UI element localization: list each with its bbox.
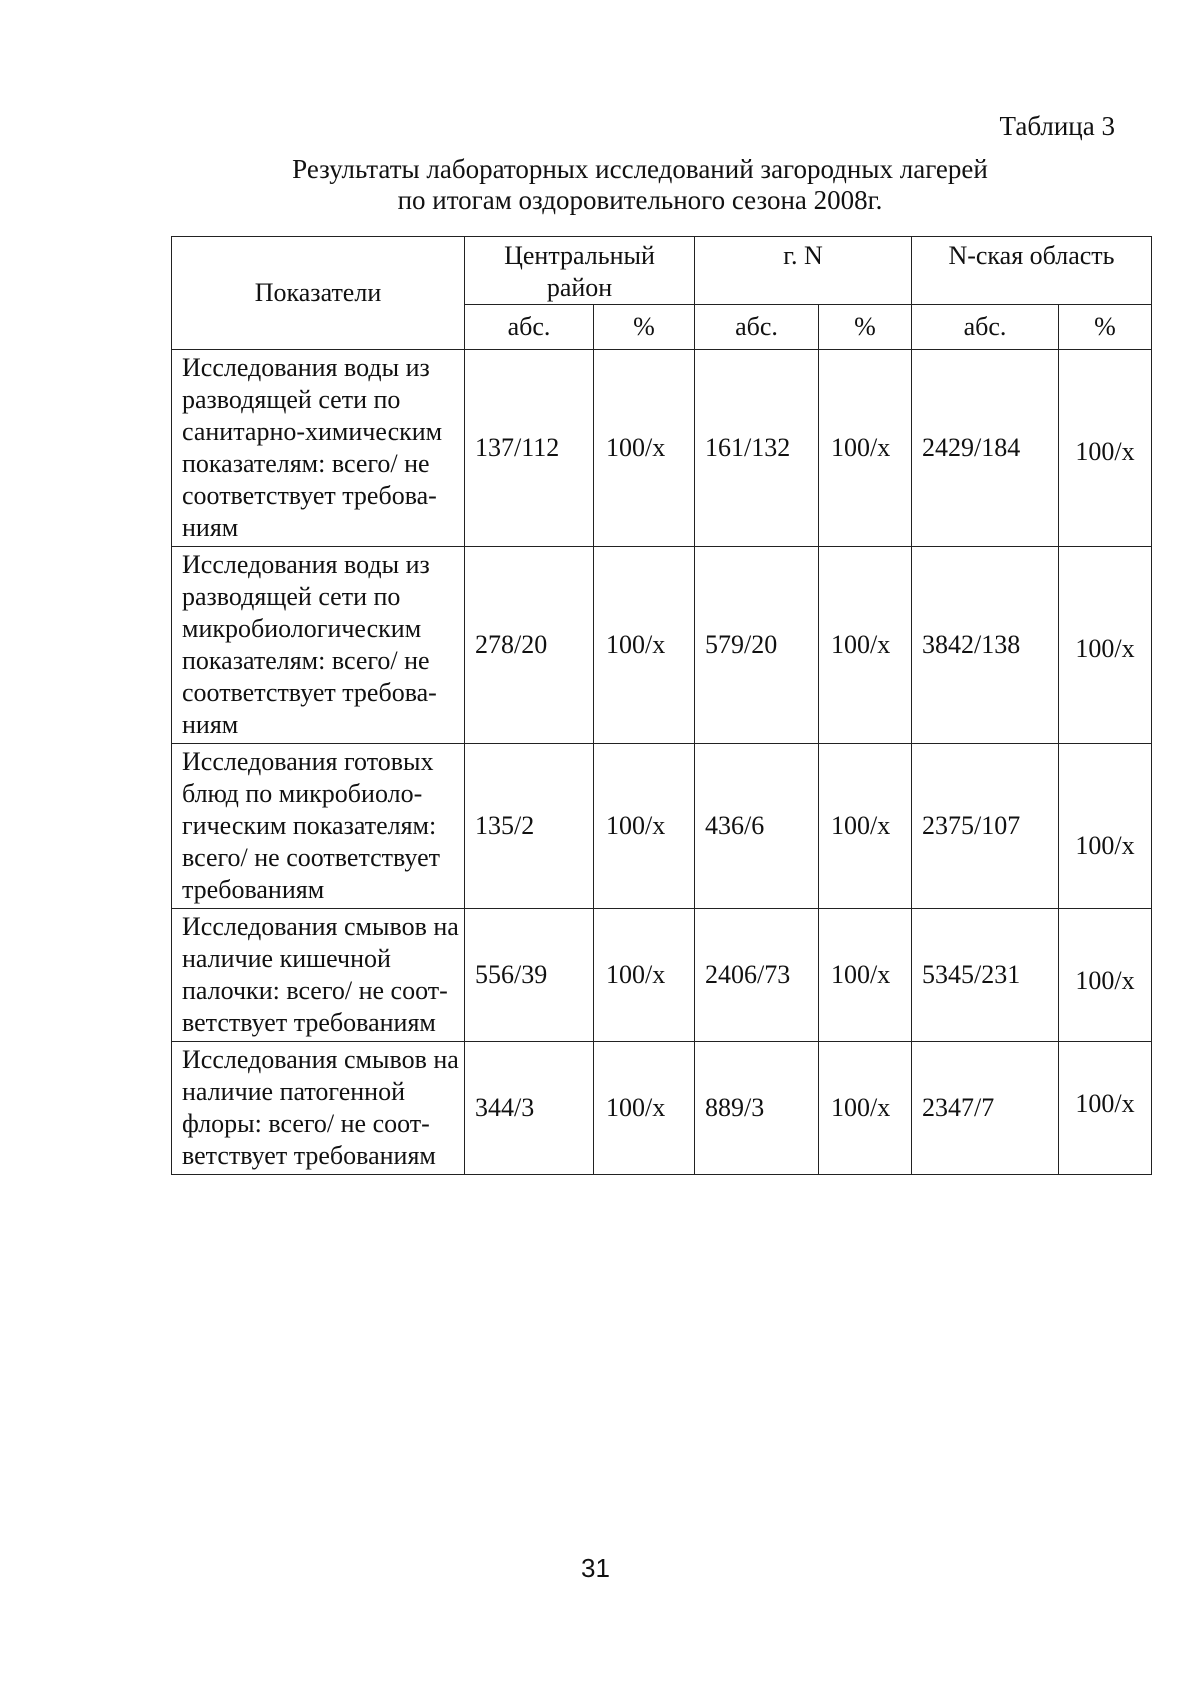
row-indicator: Исследования смывов на наличие кишечной палочки: всего/ не соот-ветствует требованиям	[172, 909, 465, 1042]
group-header-city-n	[695, 237, 912, 305]
cell-pct: 100/х	[594, 547, 695, 744]
cell-abs: 579/20	[695, 547, 819, 744]
subheader-pct: %	[819, 305, 912, 350]
subheader-abs: абс.	[465, 305, 594, 350]
cell-pct: 100/х	[819, 909, 912, 1042]
subheader-pct: %	[1059, 305, 1152, 350]
page-number: 31	[581, 1553, 610, 1583]
group-header-line: район	[546, 273, 613, 302]
header-row	[172, 237, 1152, 305]
cell-abs: 5345/231	[912, 909, 1059, 1042]
cell-abs: 2347/7	[912, 1042, 1059, 1175]
group-header-line: Центральный	[504, 241, 655, 270]
table-title-line-1: Результаты лабораторных исследований загородных лагерей	[292, 154, 988, 184]
row-indicator: Исследования смывов на наличие патогенной флоры: всего/ не соот-ветствует требованиям	[172, 1042, 465, 1175]
cell-pct: 100/х	[594, 350, 695, 547]
table-row	[172, 350, 1152, 547]
results-table	[171, 236, 1152, 1175]
cell-abs: 436/6	[695, 744, 819, 909]
subheader-abs: абс.	[912, 305, 1059, 350]
group-header-line: г. N	[783, 241, 823, 270]
row-indicator: Исследования воды из разводящей сети по санитарно-химическим показателям: всего/ не соответствует требова-ниям	[172, 350, 465, 547]
cell-pct: 100/х	[1059, 547, 1152, 744]
group-header-line: N-ская область	[948, 241, 1115, 270]
cell-pct: 100/х	[819, 547, 912, 744]
cell-pct: 100/х	[594, 744, 695, 909]
table-row	[172, 1042, 1152, 1175]
cell-pct: 100/х	[1059, 350, 1152, 547]
cell-abs: 135/2	[465, 744, 594, 909]
group-header-central-district	[465, 237, 695, 305]
indicator-header: Показатели	[172, 237, 465, 350]
table-label: Таблица 3	[999, 111, 1115, 141]
table-title	[160, 154, 1120, 216]
cell-abs: 556/39	[465, 909, 594, 1042]
table-row	[172, 909, 1152, 1042]
table-title-line-2: по итогам оздоровительного сезона 2008г.	[397, 185, 883, 215]
cell-pct: 100/х	[1059, 744, 1152, 909]
cell-pct: 100/х	[594, 1042, 695, 1175]
cell-abs: 2406/73	[695, 909, 819, 1042]
group-header-n-region	[912, 237, 1152, 305]
cell-pct: 100/х	[819, 1042, 912, 1175]
table-row	[172, 744, 1152, 909]
cell-abs: 137/112	[465, 350, 594, 547]
cell-abs: 278/20	[465, 547, 594, 744]
cell-pct: 100/х	[819, 350, 912, 547]
row-indicator: Исследования готовых блюд по микробиоло-гическим показателям: всего/ не соответствует требованиям	[172, 744, 465, 909]
subheader-abs: абс.	[695, 305, 819, 350]
row-indicator: Исследования воды из разводящей сети по микробиологическим показателям: всего/ не соответствует требова-ниям	[172, 547, 465, 744]
cell-abs: 161/132	[695, 350, 819, 547]
cell-abs: 3842/138	[912, 547, 1059, 744]
table-row	[172, 547, 1152, 744]
cell-abs: 2375/107	[912, 744, 1059, 909]
subheader-pct: %	[594, 305, 695, 350]
cell-pct: 100/х	[594, 909, 695, 1042]
cell-abs: 889/3	[695, 1042, 819, 1175]
cell-pct: 100/х	[1059, 1042, 1152, 1175]
cell-abs: 2429/184	[912, 350, 1059, 547]
cell-pct: 100/х	[1059, 909, 1152, 1042]
cell-abs: 344/3	[465, 1042, 594, 1175]
cell-pct: 100/х	[819, 744, 912, 909]
